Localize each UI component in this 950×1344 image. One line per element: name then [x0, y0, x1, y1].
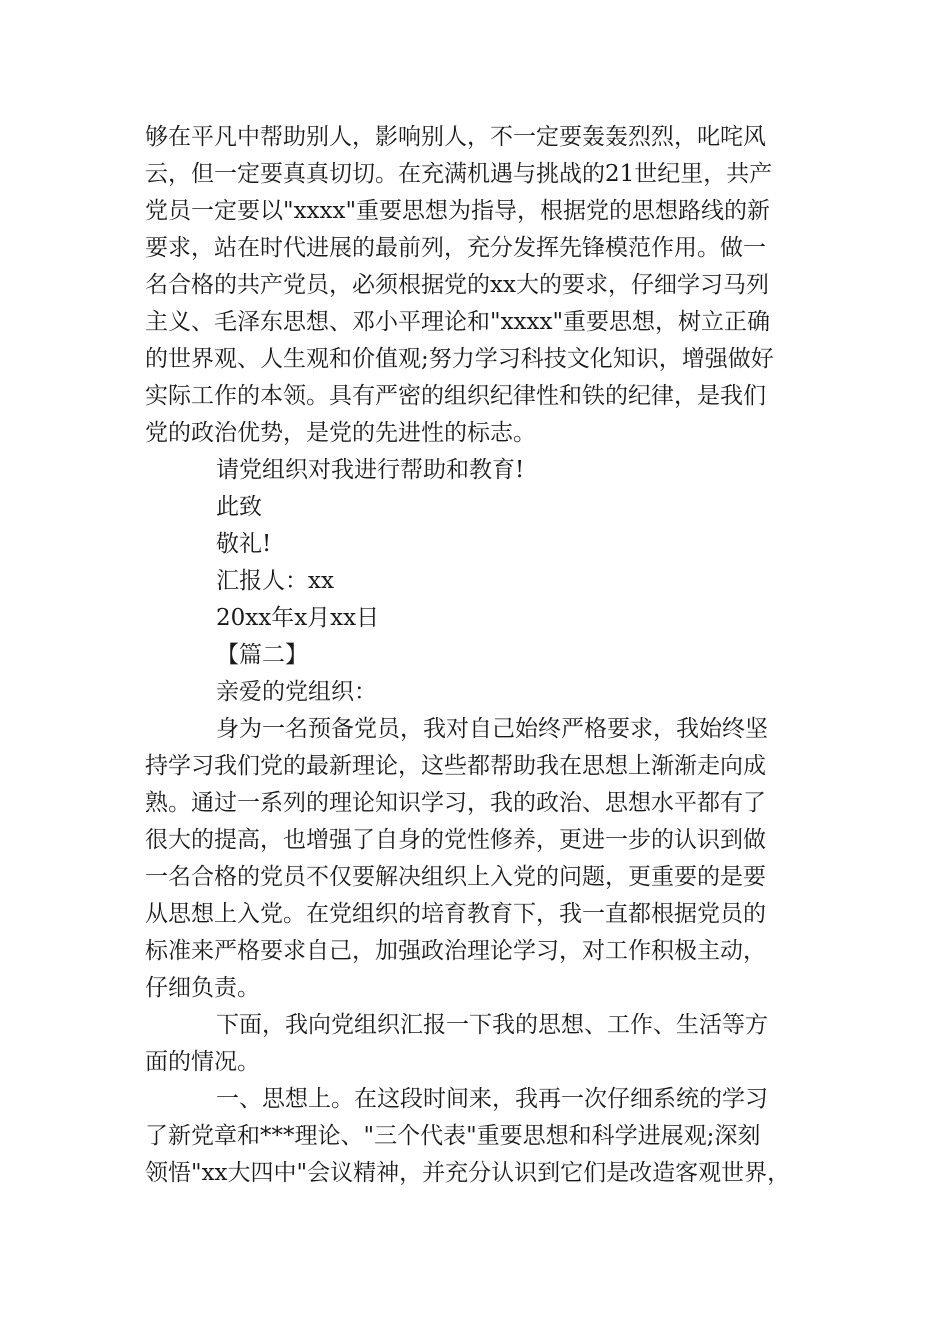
- text-line: 一名合格的党员不仅要解决组织上入党的问题，更重要的是要: [145, 864, 766, 890]
- text-line: 名合格的共产党员，必须根据党的xx大的要求，仔细学习马列: [145, 272, 769, 298]
- text-line: 云，但一定要真真切切。在充满机遇与挑战的21世纪里，共产: [145, 161, 773, 187]
- text-line: 身为一名预备党员，我对自己始终严格要求，我始终坚: [216, 716, 768, 742]
- text-line: 主义、毛泽东思想、邓小平理论和"xxxx"重要思想，树立正确: [145, 309, 771, 335]
- report-date: 20xx年x月xx日: [216, 605, 380, 631]
- text-line: 党员一定要以"xxxx"重要思想为指导，根据党的思想路线的新: [145, 198, 771, 224]
- text-line: 要求，站在时代进展的最前列，充分发挥先锋模范作用。做一: [145, 235, 766, 261]
- text-line: 实际工作的本领。具有严密的组织纪律性和铁的纪律，是我们: [145, 383, 766, 409]
- text-line: 领悟"xx大四中"会议精神，并充分认识到它们是改造客观世界，: [145, 1160, 791, 1186]
- text-line: 一、思想上。在这段时间来，我再一次仔细系统的学习: [216, 1086, 768, 1112]
- text-line: 面的情况。: [145, 1049, 260, 1075]
- closing-respect: 敬礼!: [216, 531, 272, 557]
- text-line: 熟。通过一系列的理论知识学习，我的政治、思想水平都有了: [145, 790, 766, 816]
- section-heading: 【篇二】: [216, 642, 308, 668]
- text-line: 了新党章和***理论、"三个代表"重要思想和科学进展观;深刻: [145, 1123, 761, 1149]
- text-line: 党的政治优势，是党的先进性的标志。: [145, 420, 536, 446]
- text-line: 够在平凡中帮助别人，影响别人，不一定要轰轰烈烈，叱咤风: [145, 124, 766, 150]
- text-line: 持学习我们党的最新理论，这些都帮助我在思想上渐渐走向成: [145, 753, 766, 779]
- text-line: 从思想上入党。在党组织的培育教育下，我一直都根据党员的: [145, 901, 766, 927]
- reporter-name: 汇报人：xx: [216, 568, 334, 594]
- text-line: 仔细负责。: [145, 975, 260, 1001]
- document-body: [145, 119, 810, 1192]
- text-line: 标准来严格要求自己，加强政治理论学习，对工作积极主动，: [145, 938, 766, 964]
- text-line: 很大的提高，也增强了自身的党性修养，更进一步的认识到做: [145, 827, 766, 853]
- request-line: 请党组织对我进行帮助和教育!: [216, 457, 525, 483]
- greeting: 亲爱的党组织：: [216, 679, 377, 705]
- text-line: 下面，我向党组织汇报一下我的思想、工作、生活等方: [216, 1012, 768, 1038]
- text-line: 的世界观、人生观和价值观;努力学习科技文化知识，增强做好: [145, 346, 774, 372]
- closing-salutation: 此致: [216, 494, 262, 520]
